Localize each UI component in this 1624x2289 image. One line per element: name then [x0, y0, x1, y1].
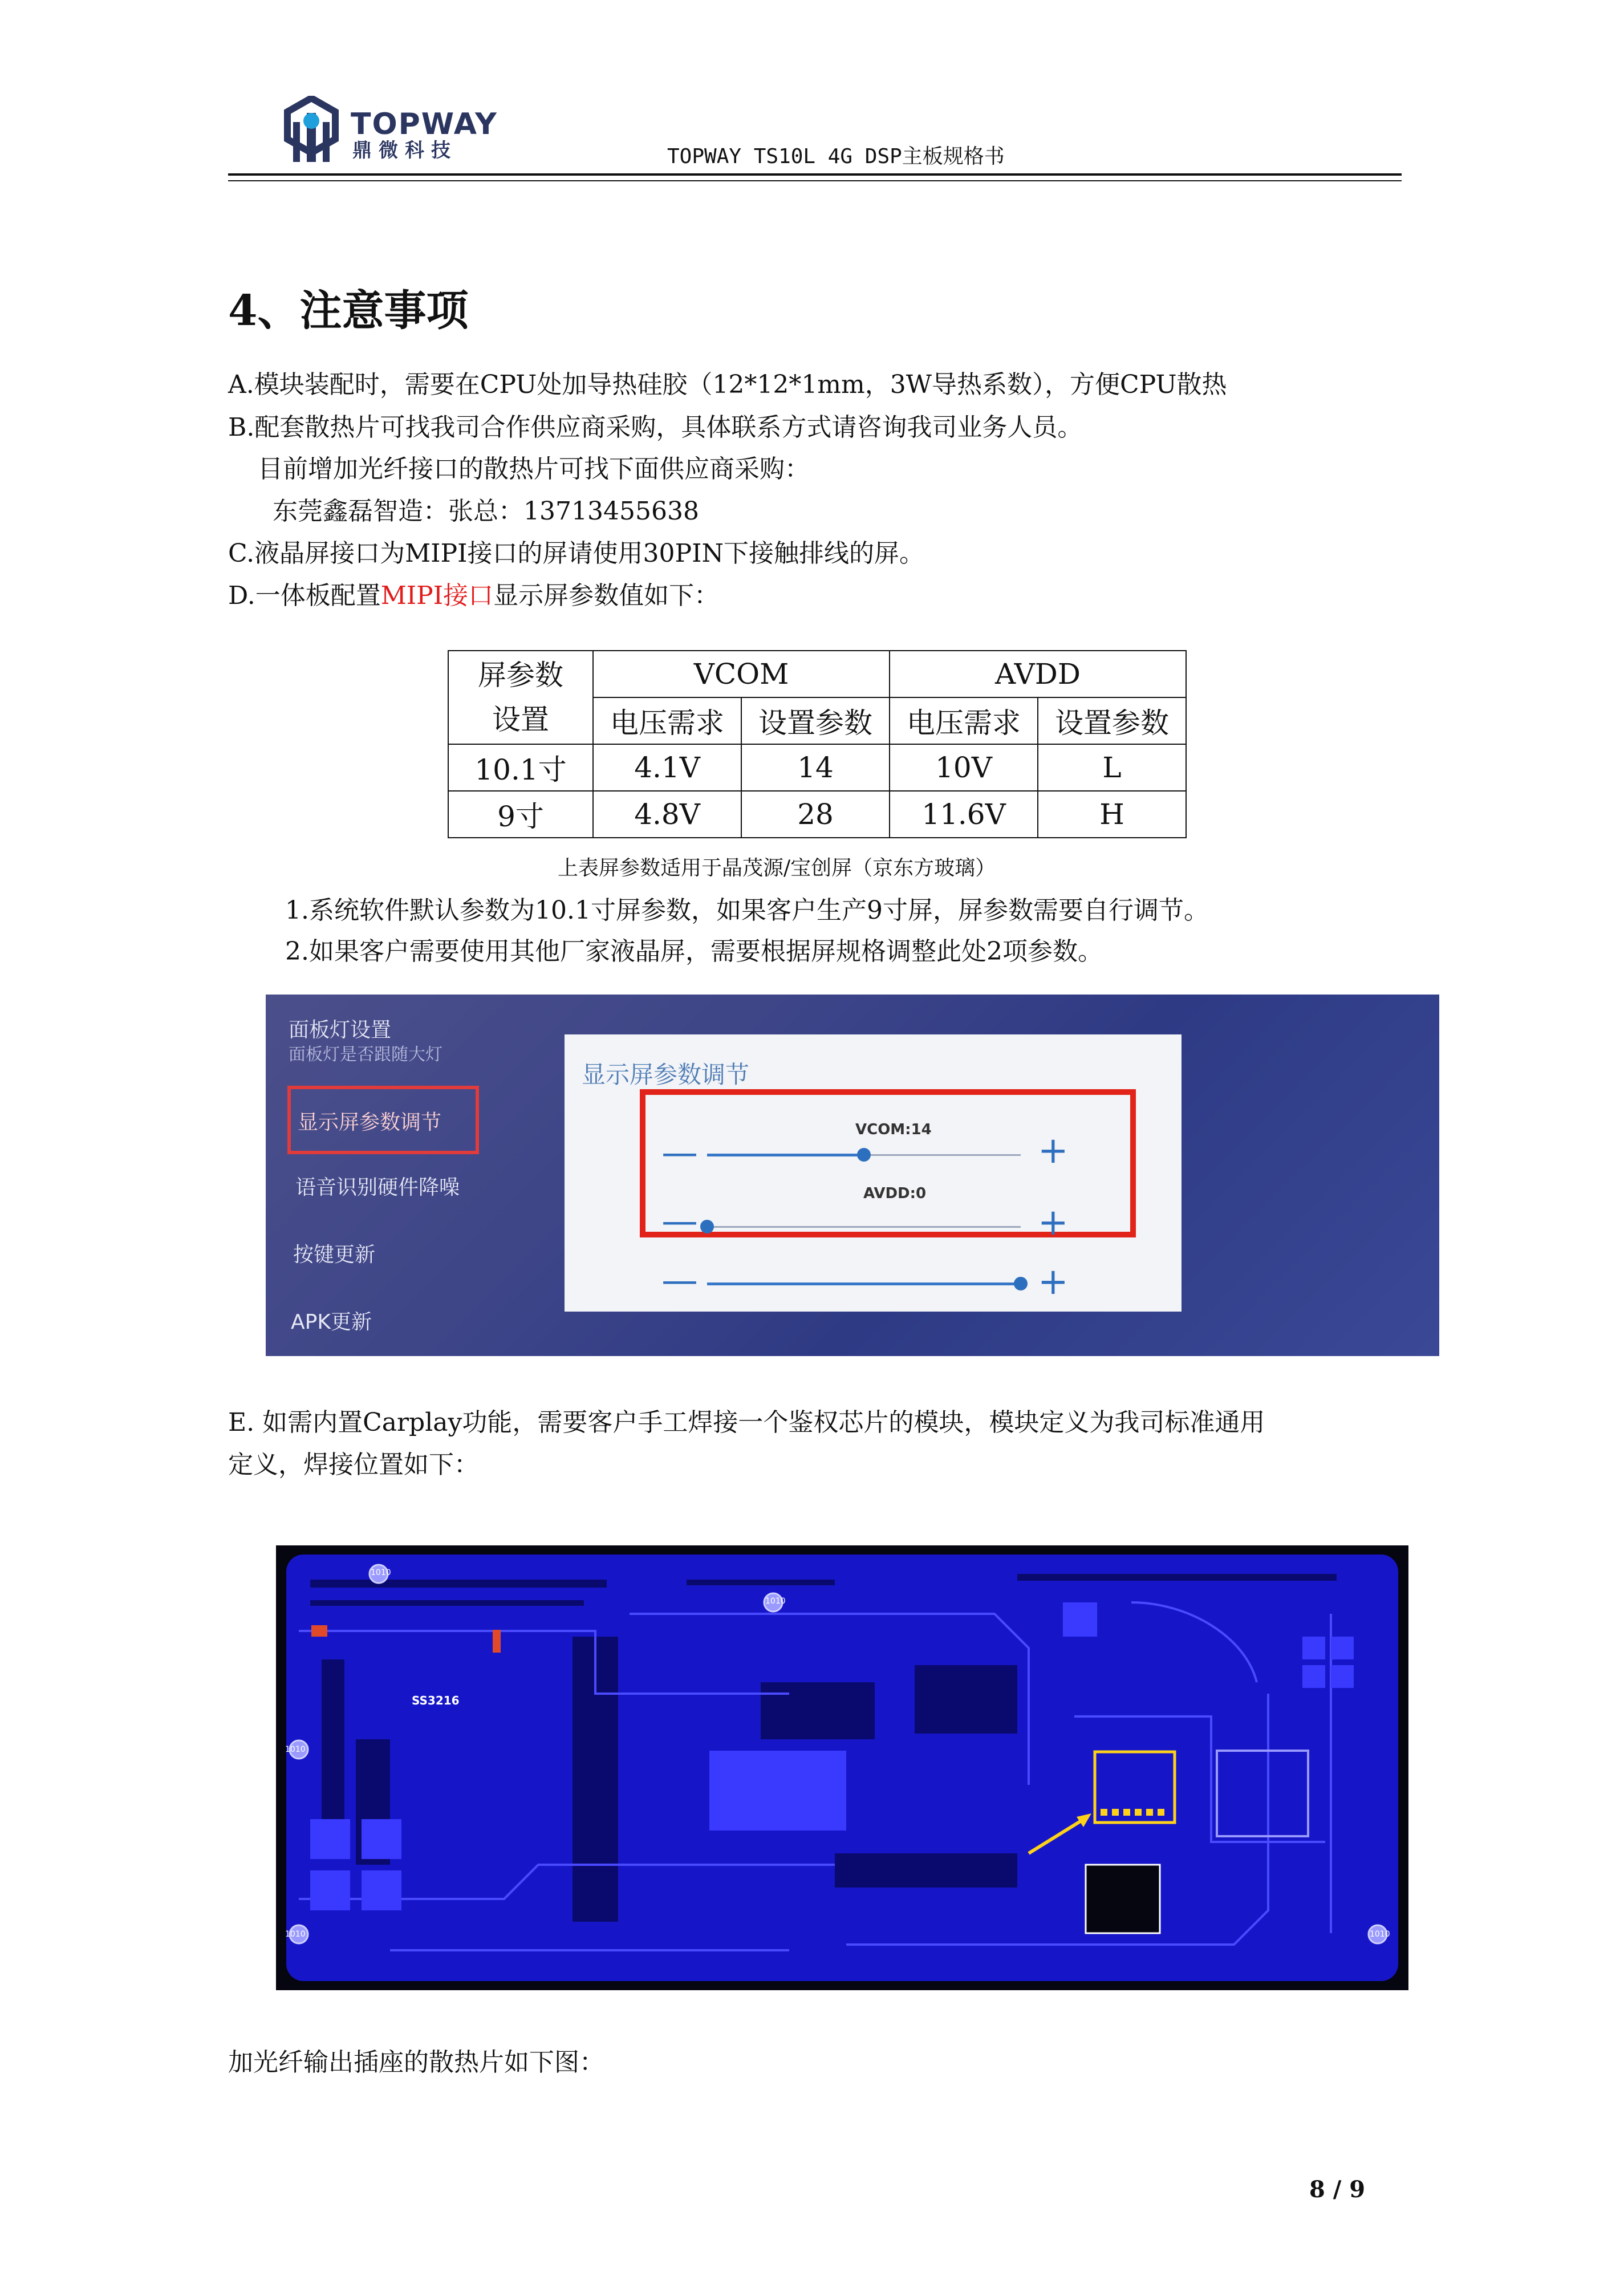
- table-corner-cell: [448, 651, 593, 744]
- third-decrease-button[interactable]: —: [661, 1260, 698, 1302]
- sub-header: 设置参数: [1038, 697, 1186, 744]
- table-cell: 4.1V: [593, 744, 741, 791]
- table-cell: 4.8V: [593, 791, 741, 838]
- note-d-post: 显示屏参数值如下：: [493, 581, 720, 610]
- note-d: [228, 575, 719, 611]
- note-e-line2: 定义，焊接位置如下：: [228, 1450, 479, 1479]
- table-cell: 28: [741, 791, 890, 838]
- menu-item-panel-light-desc: 面板灯是否跟随大灯: [289, 1045, 442, 1065]
- pcb-mark-1010: 1010: [371, 1568, 391, 1577]
- menu-item-apk-update: APK更新: [291, 1310, 372, 1334]
- pcb-label-ss3216: SS3216: [412, 1694, 460, 1707]
- header-rule: [228, 173, 1402, 176]
- table-cell: 10.1寸: [448, 744, 593, 791]
- note-b: B.配套散热片可找我司合作供应商采购，具体联系方式请咨询我司业务人员。: [228, 413, 1083, 442]
- slider-label-avdd: AVDD:0: [863, 1185, 927, 1202]
- table-row: [448, 744, 1186, 791]
- table-cell: 14: [741, 744, 890, 791]
- vcom-slider-fill: [707, 1154, 864, 1156]
- heatsink-note: 加光纤输出插座的散热片如下图：: [228, 2048, 604, 2077]
- group-header-avdd: AVDD: [890, 651, 1186, 697]
- note-2: 2.如果客户需要使用其他厂家液晶屏，需要根据屏规格调整此处2项参数。: [285, 937, 1103, 966]
- menu-item-panel-light: 面板灯设置: [289, 1018, 392, 1042]
- settings-screenshot: [266, 995, 1439, 1356]
- third-slider-fill: [707, 1283, 1021, 1285]
- corner-line-2: 设置: [492, 703, 549, 736]
- note-b2: 目前增加光纤接口的散热片可找下面供应商采购：: [258, 454, 810, 484]
- pcb-mark-1010: 1010: [285, 1930, 306, 1939]
- vcom-increase-button[interactable]: +: [1038, 1130, 1069, 1172]
- table-cell: H: [1038, 791, 1186, 838]
- note-1: 1.系统软件默认参数为10.1寸屏参数，如果客户生产9寸屏，屏参数需要自行调节。: [285, 896, 1209, 925]
- table-cell: 11.6V: [890, 791, 1038, 838]
- sub-header: 设置参数: [741, 697, 890, 744]
- third-increase-button[interactable]: +: [1038, 1261, 1069, 1303]
- avdd-decrease-button[interactable]: —: [661, 1200, 698, 1243]
- table-cell: 9寸: [448, 791, 593, 838]
- sub-header: 电压需求: [593, 697, 741, 744]
- note-a: A.模块装配时，需要在CPU处加导热硅胶（12*12*1mm，3W导热系数），方便CPU散热: [228, 370, 1227, 399]
- menu-item-voice-noise: 语音识别硬件降噪: [295, 1176, 460, 1199]
- pcb-mark-1010: 1010: [285, 1745, 306, 1754]
- note-d-highlight: MIPI接口: [380, 581, 494, 610]
- corner-line-1: 屏参数: [478, 659, 563, 692]
- note-e-line1: E. 如需内置Carplay功能，需要客户手工焊接一个鉴权芯片的模块，模块定义为我司标准通用: [228, 1408, 1265, 1437]
- menu-selection-box: [287, 1086, 479, 1154]
- table-cell: 10V: [890, 744, 1038, 791]
- avdd-slider-knob[interactable]: [700, 1220, 714, 1233]
- logo-text-cn: 鼎微科技: [352, 139, 457, 162]
- avdd-slider-track[interactable]: [707, 1226, 1021, 1228]
- vcom-slider-knob[interactable]: [857, 1148, 871, 1162]
- third-slider-knob[interactable]: [1014, 1277, 1028, 1290]
- pcb-mark-1010: 1010: [765, 1597, 786, 1606]
- slider-label-vcom: VCOM:14: [855, 1121, 932, 1138]
- note-c: C.液晶屏接口为MIPI接口的屏请使用30PIN下接触排线的屏。: [228, 539, 924, 568]
- header-rule-thin: [228, 180, 1402, 181]
- vcom-decrease-button[interactable]: —: [661, 1132, 698, 1174]
- document-title: TOPWAY TS10L 4G DSP主板规格书: [667, 145, 1005, 168]
- group-header-vcom: VCOM: [593, 651, 890, 697]
- pcb-mark-1010: 1010: [1370, 1930, 1390, 1939]
- panel-parameter-table: [448, 650, 1187, 838]
- topway-logo-icon: [281, 96, 342, 164]
- sub-header: 电压需求: [890, 697, 1038, 744]
- supplier-contact: 东莞鑫磊智造：张总：13713455638: [273, 497, 699, 526]
- pcb-layout-image: [276, 1545, 1408, 1990]
- menu-item-key-update: 按键更新: [293, 1243, 376, 1267]
- dialog-title: 显示屏参数调节: [582, 1061, 750, 1089]
- page-number: 8 / 9: [1309, 2176, 1366, 2203]
- menu-item-display-params: 显示屏参数调节: [298, 1111, 442, 1134]
- avdd-increase-button[interactable]: +: [1038, 1202, 1069, 1244]
- display-params-dialog: [565, 1034, 1182, 1312]
- section-title: 4、注意事项: [228, 286, 469, 335]
- table-caption: 上表屏参数适用于晶茂源/宝创屏（京东方玻璃）: [558, 857, 996, 880]
- note-d-pre: D.一体板配置: [228, 581, 381, 610]
- table-cell: L: [1038, 744, 1186, 791]
- table-row: [448, 791, 1186, 838]
- logo-text-en: TOPWAY: [351, 107, 498, 141]
